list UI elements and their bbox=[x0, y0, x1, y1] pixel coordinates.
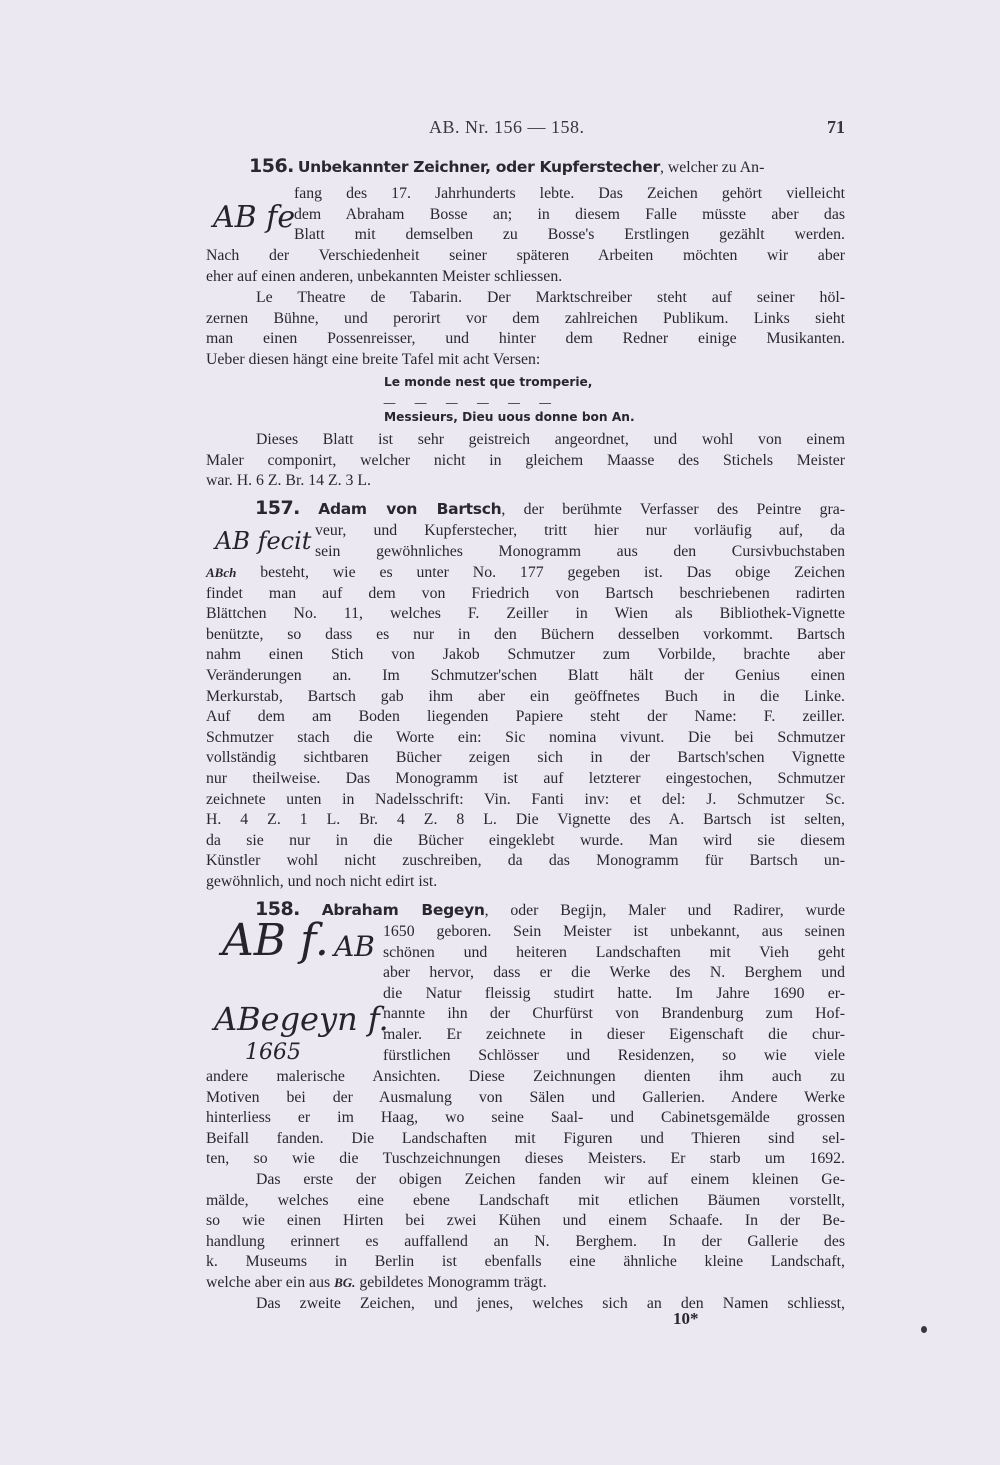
monogram-158-c: ABegeyn f. bbox=[214, 1000, 389, 1038]
verse-line-2: Messieurs, Dieu uous donne bon An. bbox=[384, 410, 635, 424]
entry-name-156: Unbekannter Zeichner, oder Kupferstecher bbox=[297, 158, 660, 176]
entry-number-158: 158. bbox=[255, 898, 300, 920]
verse-line-1: Le monde nest que tromperie, bbox=[384, 375, 593, 389]
entry-156-paragraph-3: Dieses Blatt ist sehr geistreich angeordnet, und wohl von einem Maler componirt, welcher nicht in gleichem Maasse des Stichels Meister war. H. 6 Z. Br. 14 Z. 3 L. bbox=[206, 431, 845, 490]
monogram-157-inline: ABch bbox=[206, 565, 237, 580]
entry-156-body: Nach der Verschiedenheit seiner späteren Arbeiten möchten wir aber eher auf einen anderen, unbekannten Meister schliessen. bbox=[206, 247, 845, 285]
entry-158-paragraph-2: Das erste der obigen Zeichen fanden wir auf einem kleinen Ge- mälde, welches eine ebene Landschaft mit etlichen Bäumen vorstellt, so wie einen Hirten bei zwei Kühen und einem Schaafe. In der Be- handlung erinnert es auffallend an N. Berghem. In der Gallerie des k. Museums in Berlin ist ebenfalls eine ähnliche kleine Landschaft, welche aber ein aus BG. gebildetes Monogramm trägt. Das zweite Zeichen, und jenes, welches sich an den Namen schliesst, bbox=[206, 1171, 845, 1312]
entry-158-body: andere malerische Ansichten. Diese Zeichnungen dienten ihm auch zu Motiven bei der Ausmalung von Sälen und Gallerien. Andere Werke hinterliess er im Haag, wo seine Saal- und Cabinetsgemälde grossen Beifall fanden. Die Landschaften mit Figuren und Thieren sind sel- ten, so wie die Tuschzeichnungen dieses Meisters. Er starb um 1692. bbox=[206, 1068, 845, 1168]
verse-dashes: — — — — — — bbox=[383, 396, 559, 411]
monogram-bg-inline: BG. bbox=[334, 1274, 356, 1290]
entry-157-body: ABch besteht, wie es unter No. 177 gegeben ist. Das obige Zeichen findet man auf dem von Friedrich von Bartsch beschriebenen radirten Blättchen No. 11, welches F. Zeiller in Wien als Bibliothek-Vignette benützte, so dass es nur in den Büchern desselben vorkommt. Bartsch nahm einen Stich von Jakob Schmutzer zum Vorbilde, brachte aber Veränderungen an. Im Schmutzer'schen Blatt hält der Genius einen Merkurstab, Bartsch gab ihm aber ein geöffnetes Buch in die Linke. Auf dem am Boden liegenden Papiere steht der Name: F. zeiller. Schmutzer stach die Worte ein: Sic nomina vivunt. Die bei Schmutzer vollständig sichtbaren Bücher zeigen sich in der Bartsch'schen Vignette nur theilweise. Das Monogramm ist auf letzterer eingestochen, Schmutzer zeichnete unten in Nadelsschrift: Vin. Fanti inv: et del: J. Schmutzer Sc. H. 4 Z. 1 L. Br. 4 Z. 8 L. Die Vignette des A. Bartsch ist selten, da sie nur in die Bücher eingeklebt wurde. Man wird sie diesem Künstler wohl nicht zuschreiben, da das Monogramm für Bartsch un- gewöhnlich, und noch nicht edirt ist. bbox=[206, 564, 845, 890]
monogram-158-d: 1665 bbox=[245, 1040, 301, 1065]
entry-157-indented: veur, und Kupferstecher, tritt hier nur vorläufig auf, da sein gewöhnliches Monogramm aus den Cursivbuchstaben bbox=[315, 522, 845, 560]
signature-mark: 10* bbox=[673, 1309, 699, 1328]
entry-156-paragraph-2: Le Theatre de Tabarin. Der Marktschreiber steht auf seiner höl- zernen Bühne, und perorirt vor dem zahlreichen Publikum. Links sieht man einen Possenreisser, und hinter dem Redner einige Musikanten. Ueber diesen hängt eine breite Tafel mit acht Versen: bbox=[206, 289, 845, 368]
entry-number-157: 157. bbox=[255, 497, 300, 519]
stray-dot bbox=[921, 1326, 927, 1333]
entry-157-head: 157. Adam von Bartsch, der berühmte Verfasser des Peintre gra- bbox=[255, 497, 846, 519]
entry-156-indented: fang des 17. Jahrhunderts lebte. Das Zeichen gehört vielleicht dem Abraham Bosse an; in diesem Falle müsste aber das Blatt mit demselben zu Bosse's Erstlingen gezählt werden. bbox=[294, 185, 845, 244]
entry-name-158: Abraham Begeyn bbox=[321, 901, 485, 919]
entry-number-156: 156. bbox=[249, 155, 294, 177]
monogram-157: AB fecit bbox=[215, 527, 312, 555]
monogram-158-b: AB bbox=[334, 930, 375, 963]
entry-158-head: 158. Abraham Begeyn, oder Begijn, Maler und Radirer, wurde bbox=[255, 898, 846, 920]
monogram-156: AB fe bbox=[213, 200, 296, 235]
page-header bbox=[205, 117, 845, 141]
running-head: AB. Nr. 156 — 158. bbox=[429, 117, 585, 137]
entry-158-indented: 1650 geboren. Sein Meister ist unbekannt, aus seinen schönen und heiteren Landschaften mit Vieh geht aber hervor, dass er die Werke des N. Berghem und die Natur fleissig studirt hatte. Im Jahre 1690 er- nannte ihn der Churfürst von Brandenburg zum Hof- maler. Er zeichnete in dieser Eigenschaft die chur- fürstlichen Schlösser und Residenzen, so wie viele bbox=[383, 923, 845, 1064]
page-number: 71 bbox=[827, 117, 845, 137]
entry-156-head: 156. Unbekannter Zeichner, oder Kupferstecher, welcher zu An- bbox=[249, 155, 765, 177]
monogram-158-a: AB f. bbox=[222, 915, 329, 966]
entry-name-157: Adam von Bartsch bbox=[318, 500, 502, 518]
